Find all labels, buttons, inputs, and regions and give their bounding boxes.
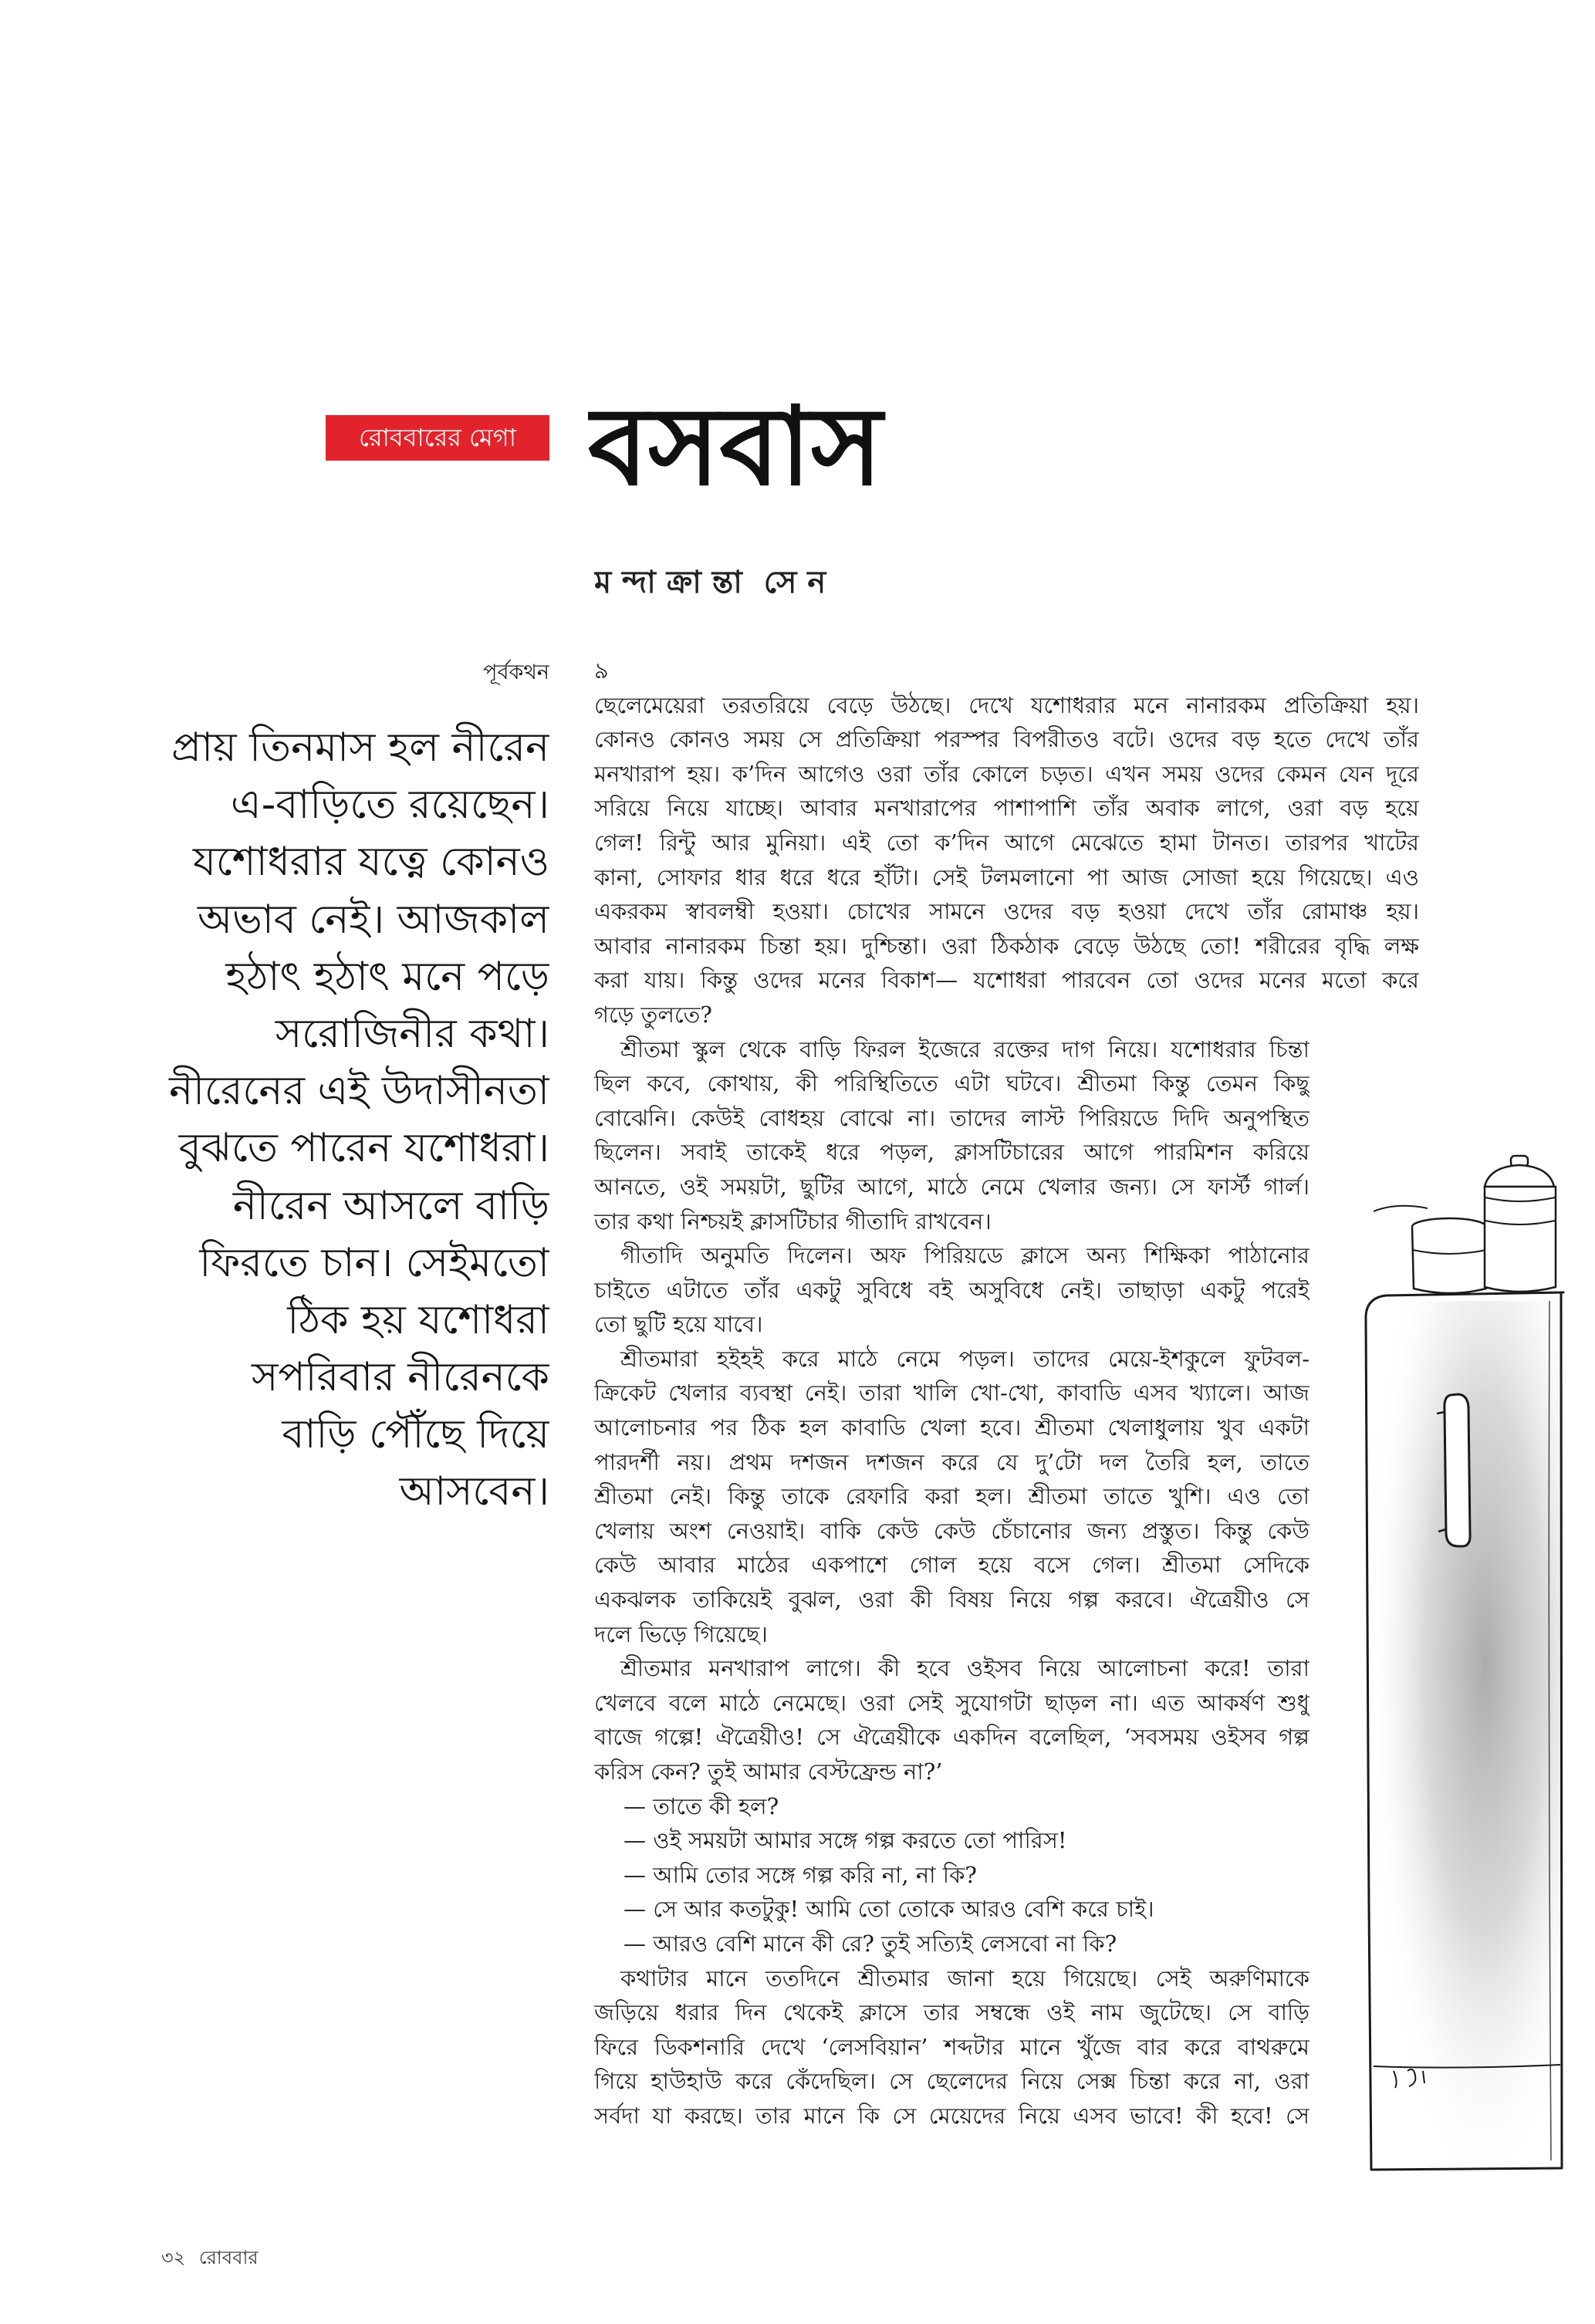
article-line: করা যায়। কিন্তু ওদের মনের বিকাশ— যশোধরা পারবেন তো ওদের মনের মতো করে — [594, 967, 1419, 994]
recap-line: নীরেন আসলে বাড়ি — [232, 1182, 549, 1229]
recap-line: ঠিক হয় যশোধরা — [287, 1296, 549, 1343]
article-paragraph — [594, 1032, 1419, 1239]
publication-name: রোববার — [198, 2247, 259, 2268]
recap-line: অভাব নেই। আজকাল — [197, 896, 549, 943]
article-line: শ্রীতমা স্কুল থেকে বাড়ি ফিরল ইজেরে রক্তের দাগ নিয়ে। যশোধরার চিন্তা — [620, 1035, 1309, 1062]
article-line: শ্রীতমার মনখারাপ লাগে। কী হবে ওইসব নিয়ে আলোচনা করে! তারা — [620, 1655, 1309, 1682]
article-line: আবার নানারকম চিন্তা হয়। দুশ্চিন্তা। ওরা ঠিকঠাক বেড়ে উঠছে তো! শরীরের বৃদ্ধি লক্ষ — [594, 932, 1419, 959]
article-paragraph — [594, 1238, 1419, 1342]
recap-heading: পূর্বকথন — [483, 660, 549, 684]
article-line: শ্রীতমা নেই। কিন্তু তাকে রেফারি করা হল। শ্রীতমা তাতে খুশি। এও তো — [594, 1483, 1309, 1510]
dialogue-line: — ওই সময়টা আমার সঙ্গে গল্প করতে তো পারিস! — [623, 1827, 1067, 1854]
article-line: চাইতে এটাতে তাঁর একটু সুবিধে বই অসুবিধে নেই। তাছাড়া একটু পরেই — [594, 1276, 1309, 1303]
section-number: ৯ — [594, 657, 609, 684]
article-line: ছিলেন। সবাই তাকেই ধরে পড়ল, ক্লাসটিচারের আগে পারমিশন করিয়ে — [594, 1139, 1309, 1166]
recap-line: এ-বাড়িতে রয়েছেন। — [231, 782, 549, 829]
dialogue-line: — আমি তোর সঙ্গে গল্প করি না, না কি? — [623, 1861, 977, 1888]
article-line: সর্বদা যা করছে। তার মানে কি সে মেয়েদের নিয়ে এসব ভাবে! কী হবে! সে — [594, 2102, 1309, 2129]
fridge-handle — [1445, 1394, 1470, 1546]
article-line: দলে ভিড়ে গিয়েছে। — [594, 1620, 768, 1647]
article-line: খেলায় অংশ নেওয়াই। বাকি কেউ কেউ চেঁচানোর জন্য প্রস্তুত। কিন্তু কেউ — [594, 1517, 1309, 1544]
article-line: ফিরে ডিকশনারি দেখে ‘লেসবিয়ান’ শব্দটার মানে খুঁজে বার করে বাথরুমে — [594, 2033, 1309, 2060]
recap-line: বাড়ি পৌঁছে দিয়ে — [282, 1411, 549, 1458]
article-line: পারদর্শী নয়। প্রথম দশজন দশজন করে যে দু’টো দল তৈরি হল, তাতে — [594, 1448, 1309, 1475]
article-line: একঝলক তাকিয়েই বুঝল, ওরা কী বিষয় নিয়ে গল্প করবে। ঐত্রেয়ীও সে — [594, 1586, 1309, 1613]
recap-line: নীরেনের এই উদাসীনতা — [169, 1068, 549, 1115]
author-name: ম ন্দা ক্রা ন্তা সে ন — [594, 565, 826, 600]
article-line: কানা, সোফার ধার ধরে ধরে হাঁটা। সেই টলমলানো পা আজ সোজা হয়ে গিয়েছে। এও — [594, 863, 1419, 890]
shelf-sketch-line — [1374, 1206, 1428, 1211]
refrigerator-sketch-icon — [1343, 1134, 1574, 2184]
article-line: কেউ আবার মাঠের একপাশে গোল হয়ে বসে গেল। শ্রীতমা সেদিকে — [594, 1552, 1309, 1579]
article-line: কোনও কোনও সময় সে প্রতিক্রিয়া পরস্পর বিপরীতও বটে। ওদের বড় হতে দেখে তাঁর — [594, 726, 1419, 753]
article-line: আনতে, ওই সময়টা, ছুটির আগে, মাঠে নেমে খেলার জন্য। সে ফার্স্ট গার্ল। — [594, 1173, 1309, 1200]
article-body — [594, 654, 1419, 2133]
article-line: একরকম স্বাবলম্বী হওয়া। চোখের সামনে ওদের বড় হওয়া দেখে তাঁর রোমাঞ্চ হয়। — [594, 898, 1419, 925]
article-line: গীতাদি অনুমতি দিলেন। অফ পিরিয়ডে ক্লাসে অন্য শিক্ষিকা পাঠানোর — [620, 1242, 1309, 1269]
dialogue-block — [594, 1789, 1419, 1961]
article-line: গড়ে তুলতে? — [594, 1001, 712, 1028]
recap-line: বুঝতে পারেন যশোধরা। — [178, 1125, 549, 1172]
article-paragraph — [594, 1651, 1419, 1789]
dialogue-line: — আরও বেশি মানে কী রে? তুই সত্যিই লেসবো না কি? — [623, 1930, 1117, 1957]
article-line: বোঝেনি। কেউই বোধহয় বোঝে না। তাদের লাস্ট পিরিয়ডে দিদি অনুপস্থিত — [594, 1104, 1309, 1131]
article-paragraph — [594, 688, 1419, 1032]
tall-pot-lid — [1485, 1165, 1554, 1187]
tall-pot-body — [1485, 1187, 1556, 1292]
article-line: কথাটার মানে ততদিনে শ্রীতমার জানা হয়ে গিয়েছে। সেই অরুণিমাকে — [620, 1964, 1309, 1991]
page-footer — [161, 2244, 470, 2272]
recap-line: সপরিবার নীরেনকে — [251, 1354, 549, 1401]
article-line: জড়িয়ে ধরার দিন থেকেই ক্লাসে তার সম্বন্ধে ওই নাম জুটেছে। সে বাড়ি — [594, 1999, 1309, 2026]
article-line: আলোচনার পর ঠিক হল কাবাডি খেলা হবে। শ্রীতমা খেলাধুলায় খুব একটা — [594, 1414, 1309, 1441]
recap-line: সরোজিনীর কথা। — [275, 1010, 549, 1057]
article-paragraph — [594, 1961, 1419, 2133]
page-number: ৩২ — [161, 2247, 186, 2268]
recap-line: হঠাৎ হঠাৎ মনে পড়ে — [225, 953, 549, 1000]
article-line: ছিল কবে, কোথায়, কী পরিস্থিতিতে এটা ঘটবে। শ্রীতমা কিন্তু তেমন কিছু — [594, 1070, 1309, 1097]
recap-line: প্রায় তিনমাস হল নীরেন — [171, 725, 549, 771]
recap-line: আসবেন। — [399, 1468, 549, 1515]
dialogue-line: — সে আর কতটুকু! আমি তো তোকে আরও বেশি করে চাই। — [623, 1896, 1154, 1923]
article-paragraph — [594, 1342, 1419, 1651]
article-line: করিস কেন? তুই আমার বেস্টফ্রেন্ড না?’ — [594, 1758, 943, 1785]
article-line: তার কথা নিশ্চয়ই ক্লাসটিচার গীতাদি রাখবেন। — [594, 1208, 992, 1235]
story-title: বসবাস — [588, 386, 883, 509]
short-pot-body — [1412, 1227, 1486, 1293]
article-line: মনখারাপ হয়। ক’দিন আগেও ওরা তাঁর কোলে চড়ত। এখন সময় ওদের কেমন যেন দূরে — [594, 760, 1419, 787]
article-line: তো ছুটি হয়ে যাবে। — [594, 1311, 763, 1338]
article-line: ছেলেমেয়েরা তরতরিয়ে বেড়ে উঠছে। দেখে যশোধরার মনে নানারকম প্রতিক্রিয়া হয়। — [594, 691, 1419, 718]
dialogue-line: — তাতে কী হল? — [623, 1792, 779, 1819]
recap-line: যশোধরার যত্নে কোনও — [192, 839, 549, 886]
article-line: শ্রীতমারা হইহই করে মাঠে নেমে পড়ল। তাদের মেয়ে-ইশকুলে ফুটবল- — [620, 1345, 1309, 1372]
article-line: সরিয়ে নিয়ে যাচ্ছে। আবার মনখারাপের পাশাপাশি তাঁর অবাক লাগে, ওরা বড় হয়ে — [594, 795, 1419, 822]
article-line: বাজে গল্পে! ঐত্রেয়ীও! সে ঐত্রেয়ীকে একদিন বলেছিল, ‘সবসময় ওইসব গল্প — [594, 1724, 1309, 1751]
recap-line: ফিরতে চান। সেইমতো — [199, 1239, 549, 1286]
article-line: ক্রিকেট খেলার ব্যবস্থা নেই। তারা খালি খো-খো, কাবাডি এসব খ্যালে। আজ — [594, 1380, 1309, 1407]
series-label: রোববারের মেগা — [326, 415, 549, 461]
article-line: গেল! রিন্টু আর মুনিয়া। এই তো ক’দিন আগে মেঝেতে হামা টানত। তারপর খাটের — [594, 829, 1419, 856]
article-line: গিয়ে হাউহাউ করে কেঁদেছিল। সে ছেলেদের নিয়ে সেক্স চিন্তা করে না, ওরা — [594, 2068, 1309, 2095]
recap-column — [154, 719, 549, 1521]
article-line: খেলবে বলে মাঠে নেমেছে। ওরা সেই সুযোগটা ছাড়ল না। এত আকর্ষণ শুধু — [594, 1689, 1309, 1716]
